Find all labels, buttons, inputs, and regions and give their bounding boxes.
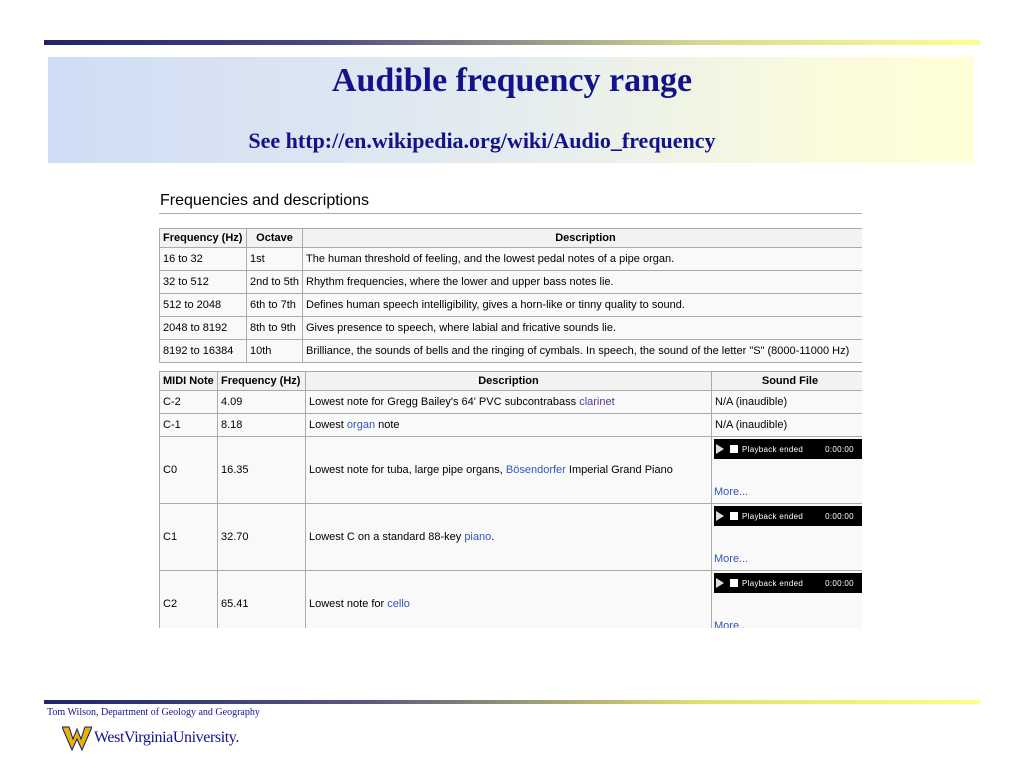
table-cell: 1st — [247, 248, 303, 271]
stop-icon[interactable] — [730, 512, 738, 520]
column-header: Description — [303, 229, 863, 248]
player-time: 0:00:00 — [825, 511, 854, 521]
footer-credit: Tom Wilson, Department of Geology and Geography — [47, 707, 260, 718]
player-status: Playback ended — [742, 511, 804, 521]
top-rule — [44, 40, 980, 45]
table-cell: The human threshold of feeling, and the lowest pedal notes of a pipe organ. — [303, 248, 863, 271]
table-row — [160, 294, 863, 317]
university-logo — [62, 725, 239, 751]
table-cell: 4.09 — [218, 391, 306, 414]
table-cell: 2048 to 8192 — [160, 317, 247, 340]
table-cell — [306, 571, 712, 629]
table-cell: Brilliance, the sounds of bells and the ringing of cymbals. In speech, the sound of the letter "S" (8000-11000 Hz) — [303, 340, 863, 363]
table-cell: 32.70 — [218, 504, 306, 571]
table-cell: C-2 — [160, 391, 218, 414]
stop-icon[interactable] — [730, 445, 738, 453]
table-cell: C-1 — [160, 414, 218, 437]
table-cell: 6th to 7th — [247, 294, 303, 317]
piano-link[interactable]: piano — [464, 531, 492, 543]
more-link[interactable]: More... — [714, 620, 749, 628]
table-cell: 65.41 — [218, 571, 306, 629]
wvu-logo-icon — [62, 725, 92, 751]
player-time: 0:00:00 — [825, 578, 854, 588]
audio-player — [714, 506, 862, 526]
description-text: Lowest note for tuba, large pipe organs, — [309, 464, 506, 476]
player-status: Playback ended — [742, 444, 804, 454]
table-cell: 32 to 512 — [160, 271, 247, 294]
table-header-row — [160, 372, 863, 391]
table-cell: 10th — [247, 340, 303, 363]
description-text: Lowest C on a standard 88-key — [309, 531, 465, 543]
table-cell — [306, 437, 712, 504]
table-cell: Rhythm frequencies, where the lower and upper bass notes lie. — [303, 271, 863, 294]
more-link[interactable]: More... — [714, 486, 749, 498]
table-cell: Defines human speech intelligibility, gives a horn-like or tinny quality to sound. — [303, 294, 863, 317]
table-row — [160, 317, 863, 340]
player-time: 0:00:00 — [825, 444, 854, 454]
play-icon[interactable] — [716, 444, 724, 454]
bottom-rule — [44, 700, 980, 704]
table-cell: C2 — [160, 571, 218, 629]
table-cell: 2nd to 5th — [247, 271, 303, 294]
column-header: Octave — [247, 229, 303, 248]
play-icon[interactable] — [716, 511, 724, 521]
wiki-screenshot — [159, 188, 862, 628]
table-cell — [306, 414, 712, 437]
table-cell: 512 to 2048 — [160, 294, 247, 317]
table-cell: N/A (inaudible) — [712, 414, 863, 437]
table-cell: 8192 to 16384 — [160, 340, 247, 363]
player-status: Playback ended — [742, 578, 804, 588]
table-row — [160, 437, 863, 504]
more-link[interactable]: More... — [714, 553, 749, 565]
column-header: MIDI Note — [160, 372, 218, 391]
table-cell — [712, 571, 863, 629]
section-heading: Frequencies and descriptions — [159, 188, 862, 214]
table-row — [160, 414, 863, 437]
table-cell: C1 — [160, 504, 218, 571]
table-cell — [712, 504, 863, 571]
table-cell: 16.35 — [218, 437, 306, 504]
cello-link[interactable]: cello — [387, 598, 410, 610]
table-cell: N/A (inaudible) — [712, 391, 863, 414]
description-text: . — [491, 531, 495, 543]
slide-subtitle: See http://en.wikipedia.org/wiki/Audio_frequency — [248, 128, 716, 153]
table-row — [160, 391, 863, 414]
table-cell: 8.18 — [218, 414, 306, 437]
table-row — [160, 571, 863, 629]
frequency-table — [159, 228, 862, 363]
audio-player — [714, 573, 862, 593]
stop-icon[interactable] — [730, 579, 738, 587]
table-cell: 16 to 32 — [160, 248, 247, 271]
description-text: Lowest note for Gregg Bailey's 64' PVC subcontrabass — [309, 396, 580, 408]
column-header: Frequency (Hz) — [160, 229, 247, 248]
table-row — [160, 504, 863, 571]
table-cell: C0 — [160, 437, 218, 504]
table-header-row — [160, 229, 863, 248]
audio-player — [714, 439, 862, 459]
table-cell — [306, 391, 712, 414]
description-text: note — [375, 419, 400, 431]
description-text: Imperial Grand Piano — [565, 464, 673, 476]
bosendorfer-link[interactable]: Bösendorfer — [505, 464, 566, 476]
slide-title: Audible frequency range — [331, 62, 693, 99]
description-text: Lowest — [309, 419, 347, 431]
play-icon[interactable] — [716, 578, 724, 588]
table-cell: 8th to 9th — [247, 317, 303, 340]
table-cell: Gives presence to speech, where labial and fricative sounds lie. — [303, 317, 863, 340]
table-row — [160, 248, 863, 271]
clarinet-link[interactable]: clarinet — [579, 396, 615, 408]
table-cell — [306, 504, 712, 571]
description-text: Lowest note for — [309, 598, 388, 610]
column-header: Sound File — [712, 372, 863, 391]
midi-note-table — [159, 371, 862, 628]
table-row — [160, 340, 863, 363]
table-cell — [712, 437, 863, 504]
university-name: WestVirginiaUniversity. — [94, 729, 239, 746]
column-header: Frequency (Hz) — [218, 372, 306, 391]
organ-link[interactable]: organ — [346, 419, 376, 431]
table-row — [160, 271, 863, 294]
column-header: Description — [306, 372, 712, 391]
